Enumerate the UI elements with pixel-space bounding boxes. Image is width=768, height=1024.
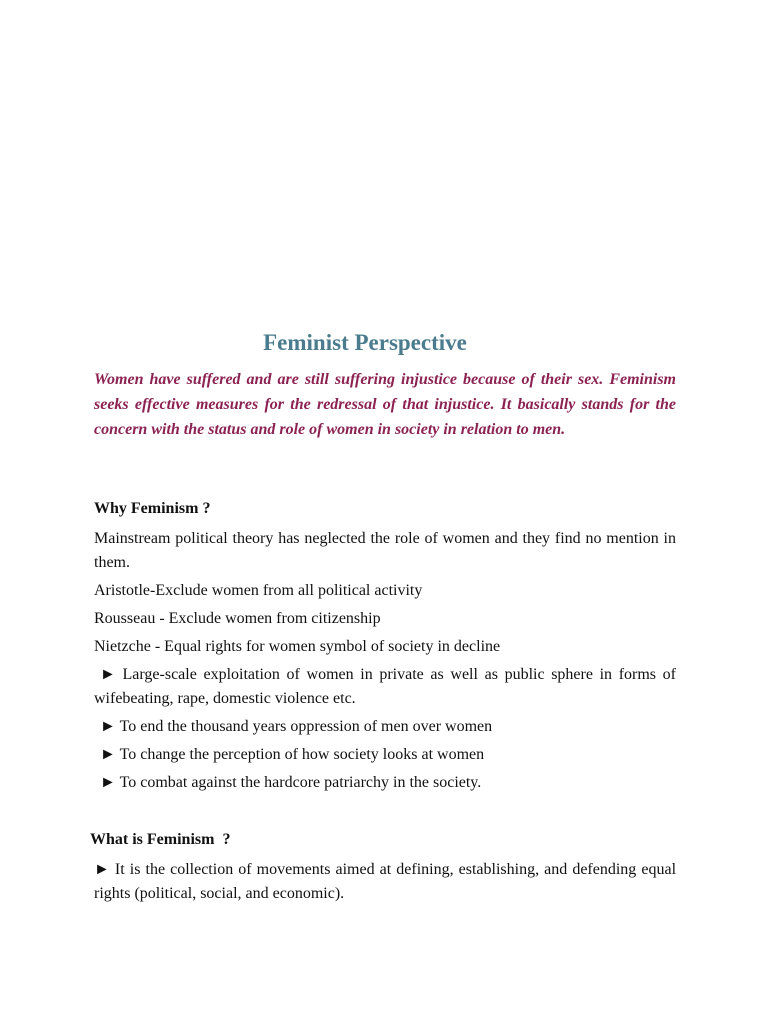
bullet-arrow-icon: ► — [100, 718, 116, 735]
why-bullet-patriarchy — [94, 771, 676, 795]
why-bullet-text: To end the thousand years oppression of men over women — [119, 718, 493, 735]
what-is-feminism-section — [94, 858, 676, 910]
why-feminism-heading: Why Feminism ? — [94, 500, 211, 517]
bullet-arrow-icon: ► — [100, 746, 116, 763]
why-bullet-text: Large-scale exploitation of women in private as well as public sphere in forms of wifebeating, rape, domestic violence etc. — [94, 666, 677, 707]
what-bullet-definition — [94, 858, 676, 906]
why-line-rousseau: Rousseau - Exclude women from citizenship — [94, 610, 381, 627]
what-is-feminism-heading: What is Feminism ? — [90, 831, 231, 848]
why-bullet-text: To change the perception of how society looks at women — [119, 746, 485, 763]
what-bullet-text: It is the collection of movements aimed at defining, establishing, and defending equal rights (political, social, and economic). — [94, 861, 677, 902]
why-bullet-perception — [94, 743, 676, 767]
why-feminism-section — [94, 527, 676, 799]
why-line-mainstream: Mainstream political theory has neglected the role of women and they find no mention in them. — [94, 530, 676, 571]
bullet-arrow-icon: ► — [94, 861, 110, 878]
page-title: Feminist Perspective — [263, 330, 467, 355]
why-bullet-exploitation — [94, 663, 676, 711]
intro-paragraph: Women have suffered and are still suffering injustice because of their sex. Feminism seeks effective measures for the redressal of that injustice. It basically stands for the concern with the status and role of women in society in relation to men. — [94, 371, 676, 438]
bullet-arrow-icon: ► — [100, 774, 116, 791]
why-line-nietzche: Nietzche - Equal rights for women symbol of society in decline — [94, 638, 501, 655]
why-bullet-oppression — [94, 715, 676, 739]
why-line-aristotle: Aristotle-Exclude women from all political activity — [94, 582, 423, 599]
bullet-arrow-icon: ► — [100, 666, 116, 683]
why-bullet-text: To combat against the hardcore patriarchy in the society. — [119, 774, 482, 791]
